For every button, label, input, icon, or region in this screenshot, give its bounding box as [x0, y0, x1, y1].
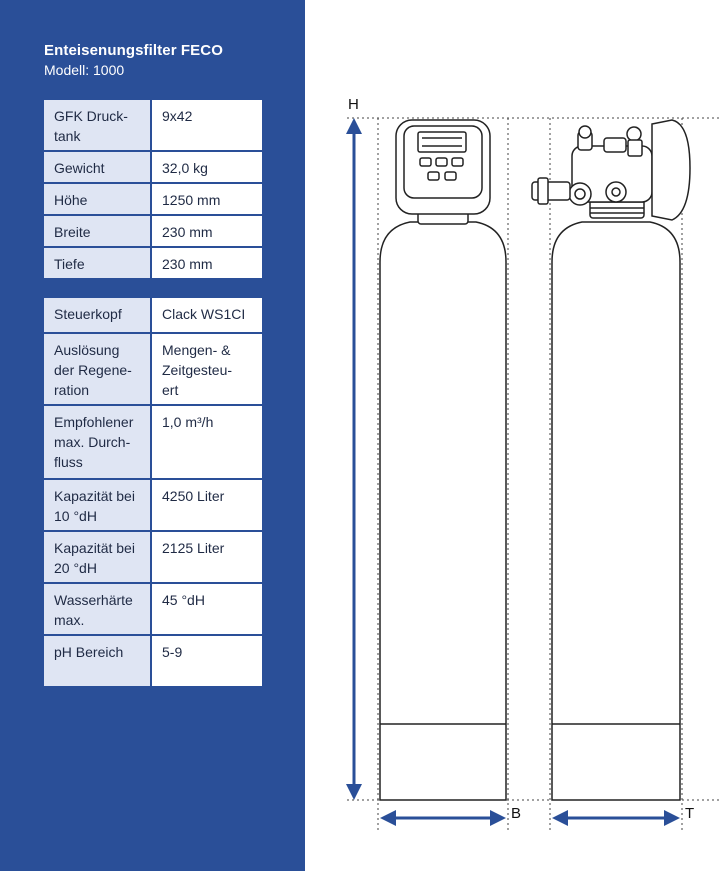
spec-key-line: Auslösung [54, 342, 120, 358]
spec-value [152, 480, 262, 532]
operation-row [44, 584, 262, 636]
width-label: B [511, 805, 522, 822]
spec-value-line: 32,0 kg [162, 160, 208, 176]
spec-key [44, 216, 152, 248]
spec-value [152, 334, 262, 406]
spec-value-line: 230 mm [162, 256, 213, 272]
spec-key-line: 20 °dH [54, 560, 97, 576]
spec-value-line: Mengen- & [162, 342, 231, 358]
spec-key [44, 248, 152, 280]
spec-value-line: 1,0 m³/h [162, 414, 214, 430]
spec-value [152, 184, 262, 216]
spec-value-line: 1250 mm [162, 192, 221, 208]
product-model: Modell: 1000 [44, 62, 125, 78]
spec-key-line: Kapazität bei [54, 488, 135, 504]
spec-key-line: GFK Druck- [54, 108, 128, 124]
spec-value [152, 584, 262, 636]
spec-key-line: max. Durch- [54, 434, 131, 450]
spec-value [152, 636, 262, 688]
operation-row [44, 532, 262, 584]
spec-key [44, 584, 152, 636]
spec-key-line: Empfohlener [54, 414, 134, 430]
depth-label: T [685, 805, 695, 822]
width-arrow [380, 810, 506, 826]
filter-diagram [305, 0, 720, 871]
spec-key-line: tank [54, 128, 81, 144]
spec-value-line: 2125 Liter [162, 540, 225, 556]
spec-key-line: fluss [54, 454, 83, 470]
spec-key-line: der Regene- [54, 362, 132, 378]
spec-key-line: Wasserhärte [54, 592, 133, 608]
spec-key-line: pH Bereich [54, 644, 124, 660]
spec-key [44, 532, 152, 584]
spec-value [152, 152, 262, 184]
depth-arrow [552, 810, 680, 826]
spec-value [152, 100, 262, 152]
operation-row [44, 298, 262, 334]
side-view-tank [532, 120, 690, 800]
dimension-row [44, 152, 262, 184]
spec-value-line: 9x42 [162, 108, 193, 124]
operation-table [44, 296, 262, 688]
spec-key-line: ration [54, 382, 90, 398]
spec-value [152, 248, 262, 280]
operation-row [44, 406, 262, 480]
spec-value-line: 4250 Liter [162, 488, 225, 504]
spec-key-line: Breite [54, 224, 91, 240]
dimensions-table [44, 98, 262, 280]
spec-key-line: Steuerkopf [54, 306, 122, 322]
spec-value-line: 230 mm [162, 224, 213, 240]
spec-value-line: 45 °dH [162, 592, 205, 608]
dimension-row [44, 184, 262, 216]
spec-key-line: Höhe [54, 192, 88, 208]
spec-value-line: 5-9 [162, 644, 183, 660]
spec-key [44, 100, 152, 152]
spec-value [152, 216, 262, 248]
front-view-tank [380, 120, 506, 800]
spec-key [44, 184, 152, 216]
spec-key [44, 298, 152, 334]
dimension-row [44, 216, 262, 248]
operation-row [44, 334, 262, 406]
spec-key-line: max. [54, 612, 85, 628]
display-screen [418, 132, 466, 152]
spec-key [44, 406, 152, 480]
spec-key-line: 10 °dH [54, 508, 97, 524]
spec-key [44, 480, 152, 532]
spec-panel [0, 0, 305, 871]
height-arrow [346, 118, 362, 800]
spec-key-line: Kapazität bei [54, 540, 135, 556]
operation-row [44, 480, 262, 532]
spec-key-line: Gewicht [54, 160, 105, 176]
dimension-row [44, 248, 262, 280]
spec-value-line: Clack WS1CI [162, 306, 246, 322]
spec-value-line: ert [162, 382, 179, 398]
product-title: Enteisenungsfilter FECO [44, 42, 223, 59]
dimension-row [44, 100, 262, 152]
spec-key [44, 636, 152, 688]
spec-value [152, 532, 262, 584]
spec-value [152, 406, 262, 480]
spec-key-line: Tiefe [54, 256, 85, 272]
spec-key [44, 152, 152, 184]
spec-key [44, 334, 152, 406]
spec-value-line: Zeitgesteu- [162, 362, 233, 378]
operation-row [44, 636, 262, 688]
height-label: H [348, 96, 359, 113]
spec-value [152, 298, 262, 334]
